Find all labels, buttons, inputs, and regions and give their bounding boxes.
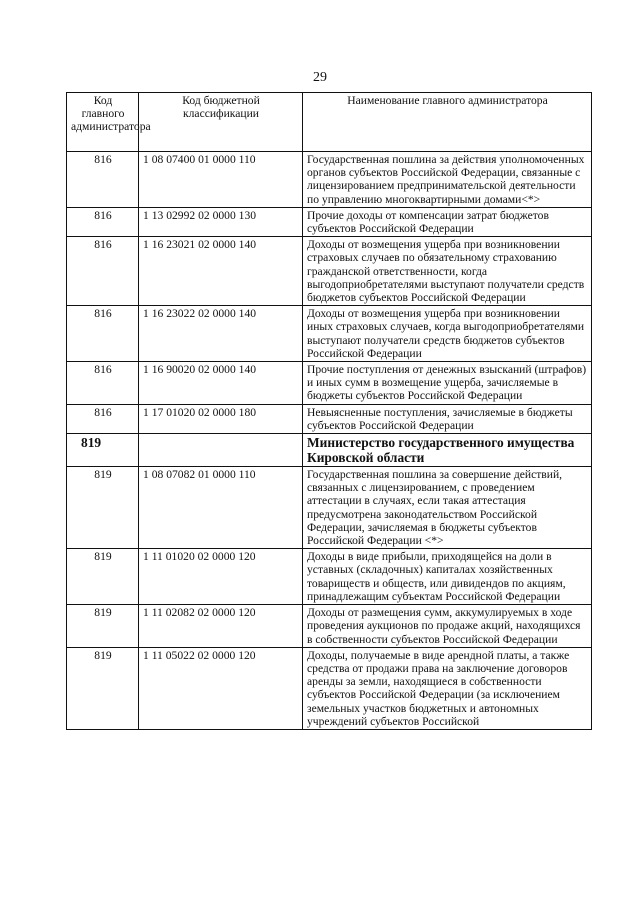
name-cell: Невыясненные поступления, зачисляемые в бюджеты субъектов Российской Федерации — [303, 404, 592, 433]
table-row — [67, 207, 592, 236]
table-row — [67, 647, 592, 729]
name-cell: Доходы в виде прибыли, приходящейся на доли в уставных (складочных) капиталах хозяйственных товариществ и обществ, или дивидендов по акциям, принадлежащим субъектам Российской Федерации — [303, 549, 592, 605]
kbk-cell: 1 17 01020 02 0000 180 — [139, 404, 303, 433]
kbk-cell: 1 16 23022 02 0000 140 — [139, 306, 303, 362]
admin-code-cell: 819 — [67, 647, 139, 729]
kbk-cell: 1 11 01020 02 0000 120 — [139, 549, 303, 605]
admin-code-cell: 816 — [67, 306, 139, 362]
name-cell: Доходы от возмещения ущерба при возникновении страховых случаев по обязательному страхованию гражданской ответственности, когда выгодоприобретателями выступают получатели средств бюджетов субъектов Российской Федерации — [303, 237, 592, 306]
admin-code-cell: 819 — [67, 549, 139, 605]
table-row — [67, 605, 592, 648]
budget-classification-table — [66, 92, 592, 730]
name-cell: Доходы от возмещения ущерба при возникновении иных страховых случаев, когда выгодоприобретателями выступают получатели средств бюджетов субъектов Российской Федерации — [303, 306, 592, 362]
name-cell: Доходы от размещения сумм, аккумулируемых в ходе проведения аукционов по продаже акций, находящихся в собственности субъектов Российской Федерации — [303, 605, 592, 648]
table-row — [67, 362, 592, 405]
admin-code-cell: 816 — [67, 237, 139, 306]
kbk-cell: 1 16 90020 02 0000 140 — [139, 362, 303, 405]
section-admin-name: Министерство государственного имущества Кировской области — [303, 434, 592, 467]
name-cell: Государственная пошлина за совершение действий, связанных с лицензированием, с проведением аттестации в случаях, если такая аттестация предусмотрена законодательством Российской Федерации, зачисляемая в бюджеты субъектов Российской Федерации <*> — [303, 467, 592, 549]
kbk-cell: 1 11 05022 02 0000 120 — [139, 647, 303, 729]
name-cell: Прочие доходы от компенсации затрат бюджетов субъектов Российской Федерации — [303, 207, 592, 236]
kbk-cell: 1 16 23021 02 0000 140 — [139, 237, 303, 306]
name-cell: Прочие поступления от денежных взысканий (штрафов) и иных сумм в возмещение ущерба, зачисляемые в бюджеты субъектов Российской Федерации — [303, 362, 592, 405]
kbk-cell: 1 08 07082 01 0000 110 — [139, 467, 303, 549]
kbk-cell: 1 11 02082 02 0000 120 — [139, 605, 303, 648]
kbk-cell: 1 08 07400 01 0000 110 — [139, 152, 303, 208]
table-row — [67, 152, 592, 208]
section-admin-code: 819 — [67, 434, 139, 467]
table-row — [67, 549, 592, 605]
admin-code-cell: 819 — [67, 467, 139, 549]
header-admin-code: Код главного администратора — [67, 93, 139, 152]
table-row — [67, 237, 592, 306]
table-row — [67, 404, 592, 433]
header-kbk: Код бюджетной классификации — [139, 93, 303, 152]
table-row — [67, 306, 592, 362]
admin-code-cell: 819 — [67, 605, 139, 648]
kbk-cell: 1 13 02992 02 0000 130 — [139, 207, 303, 236]
admin-code-cell: 816 — [67, 207, 139, 236]
section-kbk-cell — [139, 434, 303, 467]
section-header-row — [67, 434, 592, 467]
table-row — [67, 467, 592, 549]
admin-code-cell: 816 — [67, 362, 139, 405]
admin-code-cell: 816 — [67, 404, 139, 433]
header-admin-name: Наименование главного администратора — [303, 93, 592, 152]
name-cell: Государственная пошлина за действия уполномоченных органов субъектов Российской Федерации, связанные с лицензированием предпринимательской деятельности по управлению многоквартирными домами<*> — [303, 152, 592, 208]
page-number: 29 — [313, 70, 327, 85]
table-header-row — [67, 93, 592, 152]
name-cell: Доходы, получаемые в виде арендной платы, а также средства от продажи права на заключение договоров аренды за земли, находящиеся в собственности субъектов Российской Федерации (за исключением земельных участков бюджетных и автономных учреждений субъектов Российской — [303, 647, 592, 729]
admin-code-cell: 816 — [67, 152, 139, 208]
